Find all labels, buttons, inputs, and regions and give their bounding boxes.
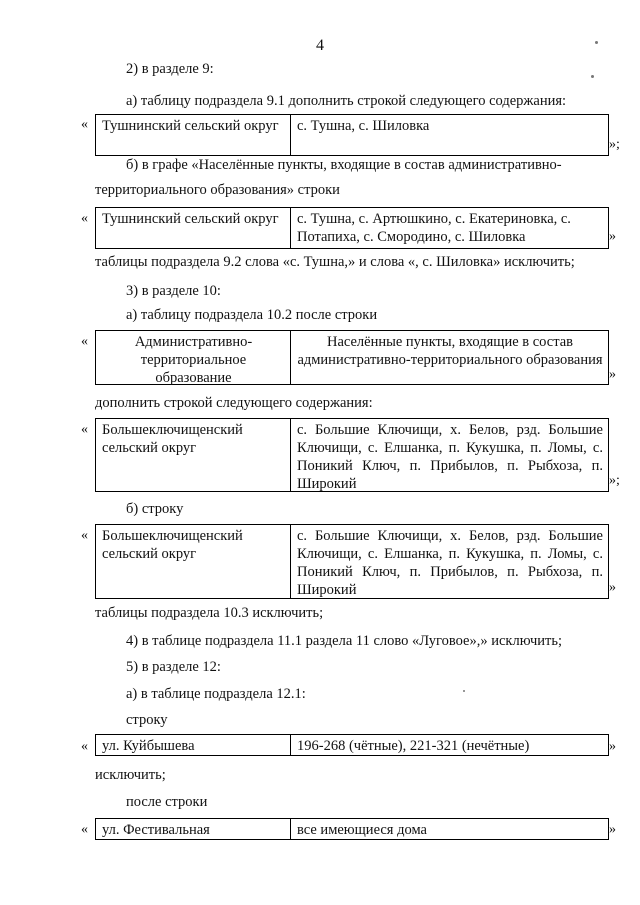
item-2b-line1: б) в графе «Населённые пункты, входящие в состав административно-	[126, 157, 562, 173]
after-row-text: после строки	[126, 794, 208, 810]
table-row-bk-old	[95, 524, 609, 599]
item-5a: а) в таблице подраздела 12.1:	[126, 686, 306, 702]
cell-street: ул. Куйбышева	[96, 735, 291, 755]
close-quote: »	[609, 822, 616, 837]
table-row-kuibysheva	[95, 734, 609, 756]
item-5: 5) в разделе 12:	[126, 659, 221, 675]
cell-district: Большеключищенский сельский округ	[96, 525, 291, 598]
exclude-text: исключить;	[95, 767, 166, 783]
close-quote: »	[609, 229, 616, 244]
after-tushna-text: таблицы подраздела 9.2 слова «с. Тушна,» и слова «, с. Шиловка» исключить;	[95, 254, 575, 270]
item-3b: б) строку	[126, 501, 184, 517]
item-2b-line2: территориального образования» строки	[95, 182, 340, 198]
cell-houses: 196-268 (чётные), 221-321 (нечётные)	[297, 738, 530, 754]
table-row-tushna-new	[95, 114, 609, 156]
close-quote: »;	[609, 137, 620, 152]
cell-street: ул. Фестивальная	[96, 819, 291, 839]
open-quote: «	[81, 117, 88, 132]
open-quote: «	[81, 422, 88, 437]
open-quote: «	[81, 334, 88, 349]
table-row-bk-new	[95, 418, 609, 492]
open-quote: «	[81, 739, 88, 754]
item-3: 3) в разделе 10:	[126, 283, 221, 299]
close-quote: »;	[609, 473, 620, 488]
cell-settlements: с. Большие Ключищи, х. Белов, рзд. Большие Ключищи, с. Елшанка, п. Кукушка, п. Ломы, с. Поникий Ключ, п. Прибылов, п. Рыбхоза, п. Широкий	[297, 528, 603, 599]
item-4: 4) в таблице подраздела 11.1 раздела 11 слово «Луговое»,» исключить;	[126, 633, 562, 649]
header-district: Административно-территориальное образование	[96, 331, 291, 384]
scan-speck	[591, 75, 594, 78]
word-row: строку	[126, 712, 168, 728]
table-header-row	[95, 330, 609, 385]
scan-speck	[463, 690, 465, 692]
cell-settlements: с. Тушна, с. Шиловка	[297, 118, 430, 134]
open-quote: «	[81, 822, 88, 837]
open-quote: «	[81, 528, 88, 543]
cell-settlements: с. Тушна, с. Артюшкино, с. Екатериновка, с. Потапиха, с. Смородино, с. Шиловка	[297, 211, 571, 246]
cell-district: Большеключищенский сельский округ	[96, 419, 291, 491]
open-quote: «	[81, 211, 88, 226]
item-2: 2) в разделе 9:	[126, 61, 214, 77]
close-quote: »	[609, 580, 616, 595]
cell-settlements: с. Большие Ключищи, х. Белов, рзд. Большие Ключищи, с. Елшанка, п. Кукушка, п. Ломы, с. Поникий Ключ, п. Прибылов, п. Рыбхоза, п. Широкий	[297, 422, 603, 493]
table-row-festivalnaya	[95, 818, 609, 840]
cell-district: Тушнинский сельский округ	[96, 208, 291, 248]
item-2a: а) таблицу подраздела 9.1 дополнить строкой следующего содержания:	[126, 93, 567, 109]
close-quote: »	[609, 739, 616, 754]
header-settlements: Населённые пункты, входящие в состав административно-территориального образования	[297, 334, 603, 369]
item-3a: а) таблицу подраздела 10.2 после строки	[126, 307, 378, 323]
cell-houses: все имеющиеся дома	[297, 822, 427, 838]
add-row-text: дополнить строкой следующего содержания:	[95, 395, 373, 411]
page-number: 4	[316, 37, 324, 54]
scan-speck	[595, 41, 598, 44]
table-row-tushna-old	[95, 207, 609, 249]
after-bk-text: таблицы подраздела 10.3 исключить;	[95, 605, 324, 621]
close-quote: »	[609, 367, 616, 382]
cell-district: Тушнинский сельский округ	[96, 115, 291, 155]
